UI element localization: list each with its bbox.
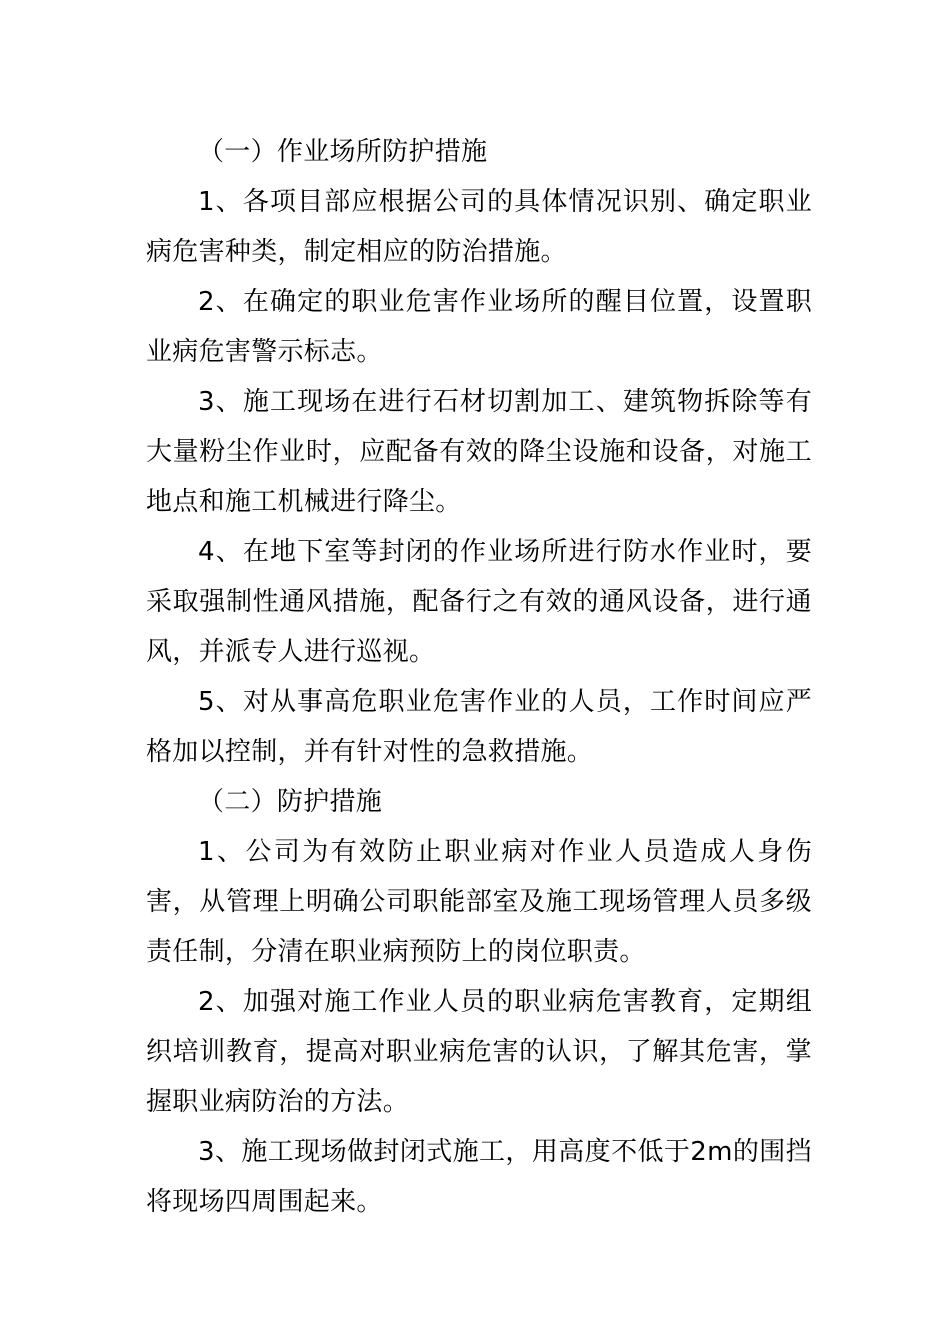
paragraph: 1、公司为有效防止职业病对作业人员造成人身伤害，从管理上明确公司职能部室及施工现场管理人员多级责任制，分清在职业病预防上的岗位职责。 bbox=[146, 837, 812, 967]
paragraph: 4、在地下室等封闭的作业场所进行防水作业时，要采取强制性通风措施，配备行之有效的通风设备，进行通风，并派专人进行巡视。 bbox=[146, 537, 812, 667]
section-heading-2: （二）防护措施 bbox=[198, 787, 383, 817]
paragraph: 3、施工现场做封闭式施工，用高度不低于2m的围挡将现场四周围起来。 bbox=[146, 1137, 812, 1217]
paragraph: 3、施工现场在进行石材切割加工、建筑物拆除等有大量粉尘作业时，应配备有效的降尘设施和设备，对施工地点和施工机械进行降尘。 bbox=[146, 387, 812, 517]
section-heading-1: （一）作业场所防护措施 bbox=[198, 137, 488, 167]
paragraph: 1、各项目部应根据公司的具体情况识别、确定职业病危害种类，制定相应的防治措施。 bbox=[146, 187, 812, 267]
paragraph: 2、加强对施工作业人员的职业病危害教育，定期组织培训教育，提高对职业病危害的认识，了解其危害，掌握职业病防治的方法。 bbox=[146, 987, 812, 1117]
paragraph: 2、在确定的职业危害作业场所的醒目位置，设置职业病危害警示标志。 bbox=[146, 287, 812, 367]
paragraph: 5、对从事高危职业危害作业的人员，工作时间应严格加以控制，并有针对性的急救措施。 bbox=[146, 687, 812, 767]
document-body bbox=[146, 127, 812, 1227]
